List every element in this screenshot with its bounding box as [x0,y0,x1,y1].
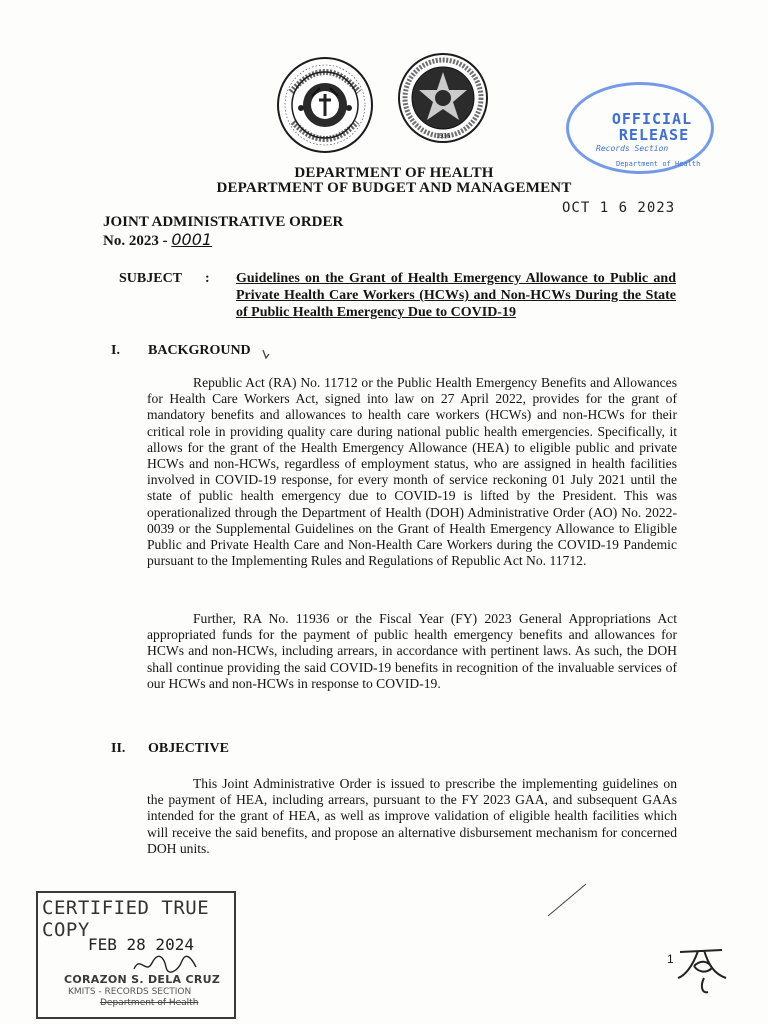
certified-unit: KMITS - RECORDS SECTION [68,987,192,997]
paragraph: Further, RA No. 11936 or the Fiscal Year (FY) 2023 General Appropriations Act appropriated funds for the payment of public health emergency benefits and allowances for HCWs and non-HCWs, including arrears, in accordance with pertinent laws. As such, the DOH shall continue providing the said COVID-19 benefits in recognition of the invaluable services of our HCWs and non-HCWs in response to COVID-19. [147,611,677,691]
certified-date: FEB 28 2024 [88,935,194,954]
stamp-line-section: Records Section [596,144,669,153]
subject-label: SUBJECT [119,271,183,286]
subject-colon: : [205,271,210,286]
section-number: I. [111,343,120,358]
section-title-background: BACKGROUND [148,343,251,358]
order-number-handwritten: 0001 [171,230,213,249]
doh-seal-logo [276,56,374,154]
order-number [103,230,212,250]
pen-mark [544,880,590,920]
svg-text:1936: 1936 [436,132,450,140]
paragraph: This Joint Administrative Order is issued to prescribe the implementing guidelines on the payment of HEA, including arrears, pursuant to the FY 2023 GAA, and subsequent GAAs intended for the grant of HEA, as well as improve validation of eligible health facilities which will receive the said benefits, and propose an alternative disbursement mechanism for concerned DOH units. [147,776,677,856]
order-title: JOINT ADMINISTRATIVE ORDER [103,214,344,230]
order-number-prefix: No. 2023 - [103,233,172,249]
certified-department: Department of Health [100,998,199,1008]
stamp-line-dept: Department of Health [616,160,701,168]
handwritten-initials [674,938,730,998]
date-stamp: OCT 1 6 2023 [562,200,676,216]
header-department-health: DEPARTMENT OF HEALTH [294,165,494,181]
paragraph: Republic Act (RA) No. 11712 or the Public Health Emergency Benefits and Allowances for Health Care Workers Act, signed into law on 27 April 2022, provides for the grant of mandatory benefits and allowances to health care workers (HCWs) and non-HCWs for their critical role in providing quality care during national public health emergencies. Specifically, it allows for the grant of the Health Emergency Allowance (HEA) to eligible public and private HCWs and non-HCWs, regardless of employment status, who are assigned in health facilities involved in COVID-19 response, for every month of service reckoning 01 July 2021 until the state of public health emergency due to COVID-19 is lifted by the President. This was operationalized through the Department of Health (DOH) Administrative Order (AO) No. 2022-0039 or the Supplemental Guidelines on the Grant of Health Emergency Allowance to Eligible Public and Private Health Care and Non-Health Care Workers during the COVID-19 Pandemic pursuant to the Implementing Rules and Regulations of Republic Act No. 11712. [147,375,677,569]
dbm-seal-logo [397,52,489,144]
ink-speck [260,348,272,364]
subject-text: Guidelines on the Grant of Health Emergency Allowance to Public and Private Health Care Workers (HCWs) and Non-HCWs During the State of Public Health Emergency Due to COVID-19 [236,271,676,320]
page-number: 1 [667,952,674,966]
certified-name: CORAZON S. DELA CRUZ [64,973,221,986]
certified-true-copy-stamp [36,891,236,1019]
stamp-line-official: OFFICIAL [611,110,693,128]
header-department-budget: DEPARTMENT OF BUDGET AND MANAGEMENT [216,180,572,196]
section-number: II. [111,741,126,756]
stamp-line-release: RELEASE [618,126,690,144]
certified-title: CERTIFIED TRUE COPY [42,897,210,941]
section-title-objective: OBJECTIVE [148,741,229,756]
official-release-stamp [566,78,714,176]
